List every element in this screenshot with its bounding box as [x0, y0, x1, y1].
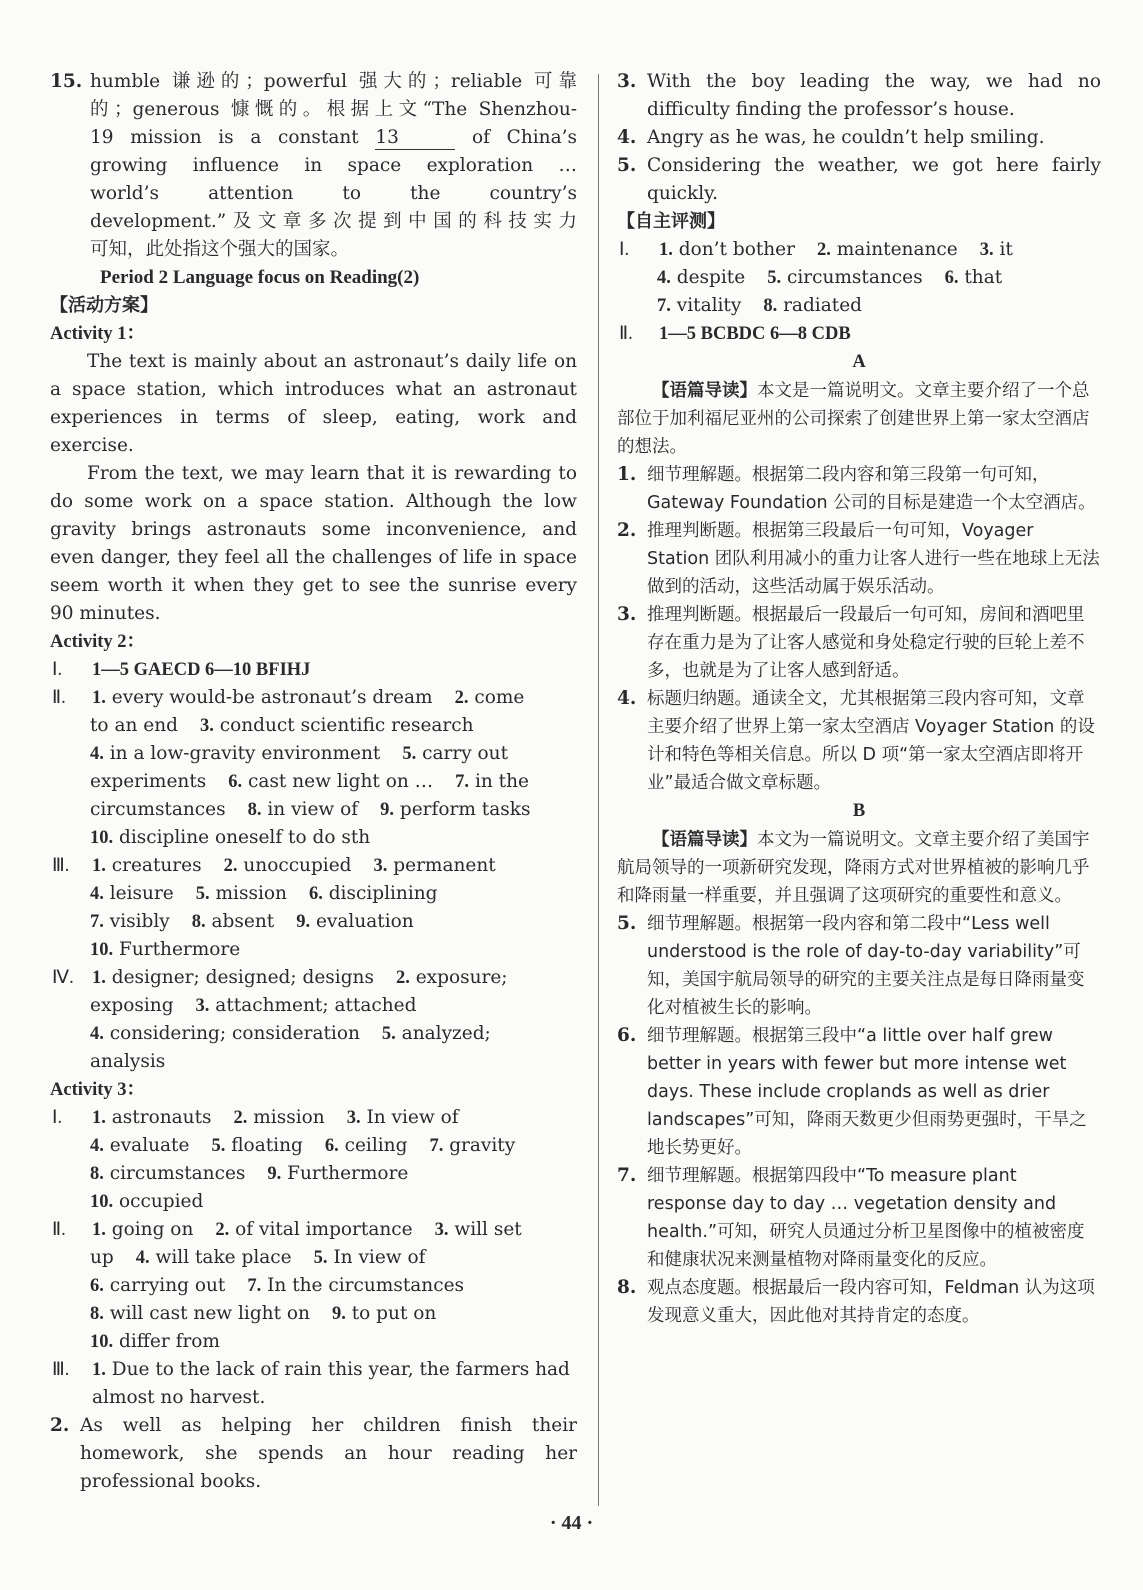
activity-plan-heading: 【活动方案】 — [50, 295, 158, 316]
activity-2-part-IV: Ⅳ. 1. designer; designed; designs 2. exposure; exposing 3. attachment; attached 4. considering; consideration 5. analyzed; analysis — [52, 967, 508, 1072]
translation-answers: 3. With the boy leading the way, we had no difficulty finding the professor’s house. 4. Angry as he was, he couldn’t help smiling. 5. Considering the weather, we got here fairly quickly. — [617, 71, 1101, 204]
question-15: 15. humble 谦逊的；powerful 强大的；reliable 可靠 的；generous 慷慨的。根据上文“The Shenzhou- 19 mission is a constant 13 of China’s growing influence in space exploration … world’s attention to the country’s development.”及文章多次提到中国的科技实力 可知，此处指这个强大的国家。 — [90, 68, 577, 264]
activity-2-part-III: Ⅲ. 1. creatures 2. unoccupied 3. permanent 4. leisure 5. mission 6. disciplining 7. visibly 8. absent 9. evaluation 10. Furthermore — [52, 855, 496, 960]
passage-a-label: A — [852, 352, 866, 372]
period-title: Period 2 Language focus on Reading(2) — [100, 267, 420, 288]
right-column — [617, 68, 1101, 1330]
page-number: · 44 · — [549, 1512, 594, 1534]
activity-2-heading: Activity 2： — [50, 632, 146, 652]
activity-3-part-I: Ⅰ. 1. astronauts 2. mission 3. In view of 4. evaluate 5. floating 6. ceiling 7. gravity 8. circumstances 9. Furthermore 10. occupied — [52, 1107, 516, 1212]
question-number: 15. — [50, 71, 83, 92]
activity-1-paragraph-2: From the text, we may learn that it is rewarding to do some work on a space station. Although the low gravity brings astronauts some inconvenience, and even danger, they feel all the challenges of life in space seem worth it when they get to see the sunrise every 90 minutes. — [50, 463, 577, 624]
passage-b-guide: 【语篇导读】本文为一篇说明文。文章主要介绍了美国宇航局领导的一项新研究发现，降雨方式对世界植被的影响几乎和降雨量一样重要，并且强调了这项研究的重要性和意义。 — [617, 829, 1090, 906]
passage-b-answers: 5. 细节理解题。根据第一段内容和第二段中“Less well understood is the role of day-to-day variability”可知，美国宇航局领导的研究的主要关注点是每日降雨量变化对植被生长的影响。 6. 细节理解题。根据第三段中“a little over half grew better in years with fewer but more intense wet days. These include croplands as well as drier landscapes”可知，降雨天数更少但雨势更强时，干旱之地长势更好。 7. 细节理解题。根据第四段中“To measure plant response day to day … vegetation density and health.”可知，研究人员通过分析卫星图像中的植被密度和健康状况来测量植物对降雨量变化的反应。 8. 观点态度题。根据最后一段内容可知，Feldman 认为这项发现意义重大，因此他对其持肯定的态度。 — [617, 913, 1095, 1326]
passage-a-answers: 1. 细节理解题。根据第二段内容和第三段第一句可知，Gateway Foundation 公司的目标是建造一个太空酒店。 2. 推理判断题。根据第三段最后一句可知，Voyager Station 团队利用减小的重力让客人进行一些在地球上无法做到的活动，这些活动属于娱乐活动。 3. 推理判断题。根据最后一段最后一句可知，房间和酒吧里存在重力是为了让客人感觉和身处稳定行驶的巨轮上差不多，也就是为了让客人感到舒适。 4. 标题归纳题。通读全文，尤其根据第三段内容可知，文章主要介绍了世界上第一家太空酒店 Voyager Station 的设计和特色等相关信息。所以 D 项“第一家太空酒店即将开业”最适合做文章标题。 — [617, 464, 1100, 793]
self-assessment-part-I: Ⅰ. 1. don’t bother 2. maintenance 3. it 4. despite 5. circumstances 6. that 7. vitality 8. radiated — [619, 239, 1013, 316]
self-assessment-heading: 【自主评测】 — [617, 211, 725, 232]
passage-a-guide: 【语篇导读】本文是一篇说明文。文章主要介绍了一个总部位于加利福尼亚州的公司探索了创建世界上第一家太空酒店的想法。 — [617, 380, 1090, 457]
passage-b-label: B — [852, 801, 866, 821]
self-assessment-part-II: Ⅱ. 1—5 BCBDC 6—8 CDB — [619, 324, 851, 344]
activity-1-paragraph-1: The text is mainly about an astronaut’s daily life on a space station, which introduces what an astronaut experiences in terms of sleep, eating, work and exercise. — [50, 351, 577, 456]
activity-2-part-I: Ⅰ. 1—5 GAECD 6—10 BFIHJ — [52, 660, 311, 680]
activity-1-heading: Activity 1： — [50, 324, 146, 344]
activity-3-heading: Activity 3： — [50, 1080, 146, 1100]
column-divider — [598, 74, 599, 1506]
answer-blank: 13 — [375, 127, 455, 150]
left-column — [50, 68, 577, 1496]
activity-3-part-III: Ⅲ. 1. Due to the lack of rain this year, the farmers had almost no harvest. 2. As well as helping her children finish their homework, she spends an hour reading her professional books. — [50, 1359, 577, 1492]
activity-2-part-II: Ⅱ. 1. every would-be astronaut’s dream 2. come to an end 3. conduct scientific research 4. in a low-gravity environment 5. carry out experiments 6. cast new light on … 7. in the circumstances 8. in view of 9. perform tasks 10. discipline oneself to do sth — [52, 687, 531, 848]
activity-3-part-II: Ⅱ. 1. going on 2. of vital importance 3. will set up 4. will take place 5. In view of 6. carrying out 7. In the circumstances 8. will cast new light on 9. to put on 10. differ from — [52, 1219, 522, 1352]
